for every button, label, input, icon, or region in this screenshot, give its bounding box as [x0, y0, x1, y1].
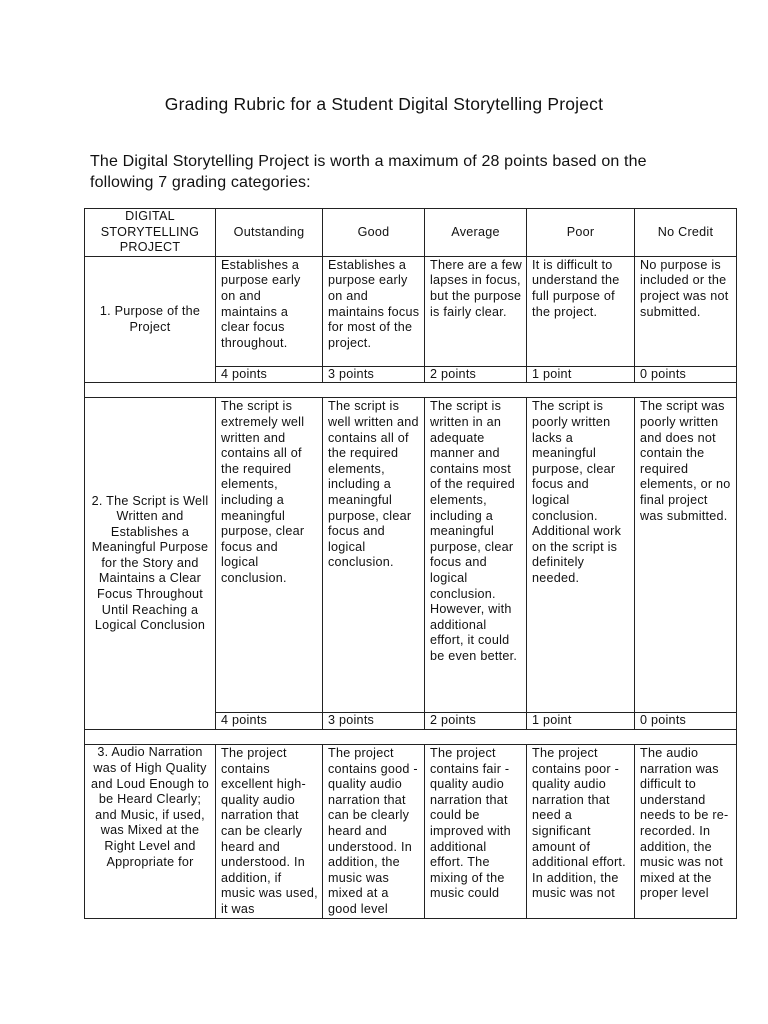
- table-cell: The script is well written and contains all of the required elements, including a meaningful purpose, clear focus and logical conclusion.: [323, 398, 425, 713]
- table-cell: It is difficult to understand the full purpose of the project.: [527, 256, 635, 366]
- header-average: Average: [425, 209, 527, 257]
- table-cell: [323, 744, 425, 918]
- points-cell: 1 point: [527, 713, 635, 730]
- table-cell: The script is poorly written lacks a meaningful purpose, clear focus and logical conclusion. Additional work on the script is definitely needed.: [527, 398, 635, 713]
- points-cell: 0 points: [635, 366, 737, 383]
- points-cell: 4 points: [216, 713, 323, 730]
- page-title: Grading Rubric for a Student Digital Storytelling Project: [164, 94, 604, 114]
- table-row: [85, 744, 737, 918]
- spacer-row: [85, 729, 737, 744]
- table-cell: Establishes a purpose early on and maintains focus for most of the project.: [323, 256, 425, 366]
- table-header-row: [85, 209, 737, 257]
- category-text: 3. Audio Narration was of High Quality and Loud Enough to be Heard Clearly; and Music, if used, was Mixed at the Right Level and Appropriate for: [91, 745, 209, 869]
- table-cell: No purpose is included or the project was not submitted.: [635, 256, 737, 366]
- category-cell: 2. The Script is Well Written and Establishes a Meaningful Purpose for the Story and Maintains a Clear Focus Throughout Until Reaching a Logical Conclusion: [85, 398, 216, 730]
- points-cell: 3 points: [323, 366, 425, 383]
- spacer-cell: [85, 383, 737, 398]
- cell-text: The project contains fair -quality audio narration that could be improved with additional effort. The mixing of the music could: [430, 745, 511, 901]
- rubric-table: [84, 208, 737, 919]
- points-cell: 1 point: [527, 366, 635, 383]
- cell-text: The audio narration was difficult to understand needs to be re-recorded. In addition, the music was not mixed at the proper level: [640, 745, 729, 901]
- table-row: [85, 398, 737, 713]
- points-cell: 4 points: [216, 366, 323, 383]
- header-good: Good: [323, 209, 425, 257]
- cell-text: The project contains good -quality audio narration that can be clearly heard and understood. In addition, the music was mixed at a good level: [328, 745, 418, 916]
- points-cell: 3 points: [323, 713, 425, 730]
- table-cell: The script is extremely well written and contains all of the required elements, including a meaningful purpose, clear focus and logical conclusion.: [216, 398, 323, 713]
- table-cell: There are a few lapses in focus, but the purpose is fairly clear.: [425, 256, 527, 366]
- cell-text: The project contains poor -quality audio narration that need a significant amount of additional effort. In addition, the music was not: [532, 745, 626, 901]
- header-no-credit: No Credit: [635, 209, 737, 257]
- header-category: DIGITAL STORYTELLING PROJECT: [85, 209, 216, 257]
- category-cell: [85, 744, 216, 918]
- table-cell: [425, 744, 527, 918]
- table-cell: [635, 744, 737, 918]
- table-cell: The script is written in an adequate manner and contains most of the required elements, including a meaningful purpose, clear focus and logical conclusion. However, with additional effort, it could be even better.: [425, 398, 527, 713]
- table-row: [85, 256, 737, 366]
- header-poor: Poor: [527, 209, 635, 257]
- spacer-row: [85, 383, 737, 398]
- points-cell: 0 points: [635, 713, 737, 730]
- table-cell: [216, 744, 323, 918]
- table-cell: [527, 744, 635, 918]
- header-outstanding: Outstanding: [216, 209, 323, 257]
- points-cell: 2 points: [425, 366, 527, 383]
- points-cell: 2 points: [425, 713, 527, 730]
- table-cell: Establishes a purpose early on and maintains a clear focus throughout.: [216, 256, 323, 366]
- cell-text: The project contains excellent high-quality audio narration that can be clearly heard and understood. In addition, if music was used, it was: [221, 745, 318, 916]
- spacer-cell: [85, 729, 737, 744]
- table-cell: The script was poorly written and does not contain the required elements, or no final project was submitted.: [635, 398, 737, 713]
- category-cell: 1. Purpose of the Project: [85, 256, 216, 383]
- intro-paragraph: The Digital Storytelling Project is worth a maximum of 28 points based on the following 7 grading categories:: [90, 153, 647, 191]
